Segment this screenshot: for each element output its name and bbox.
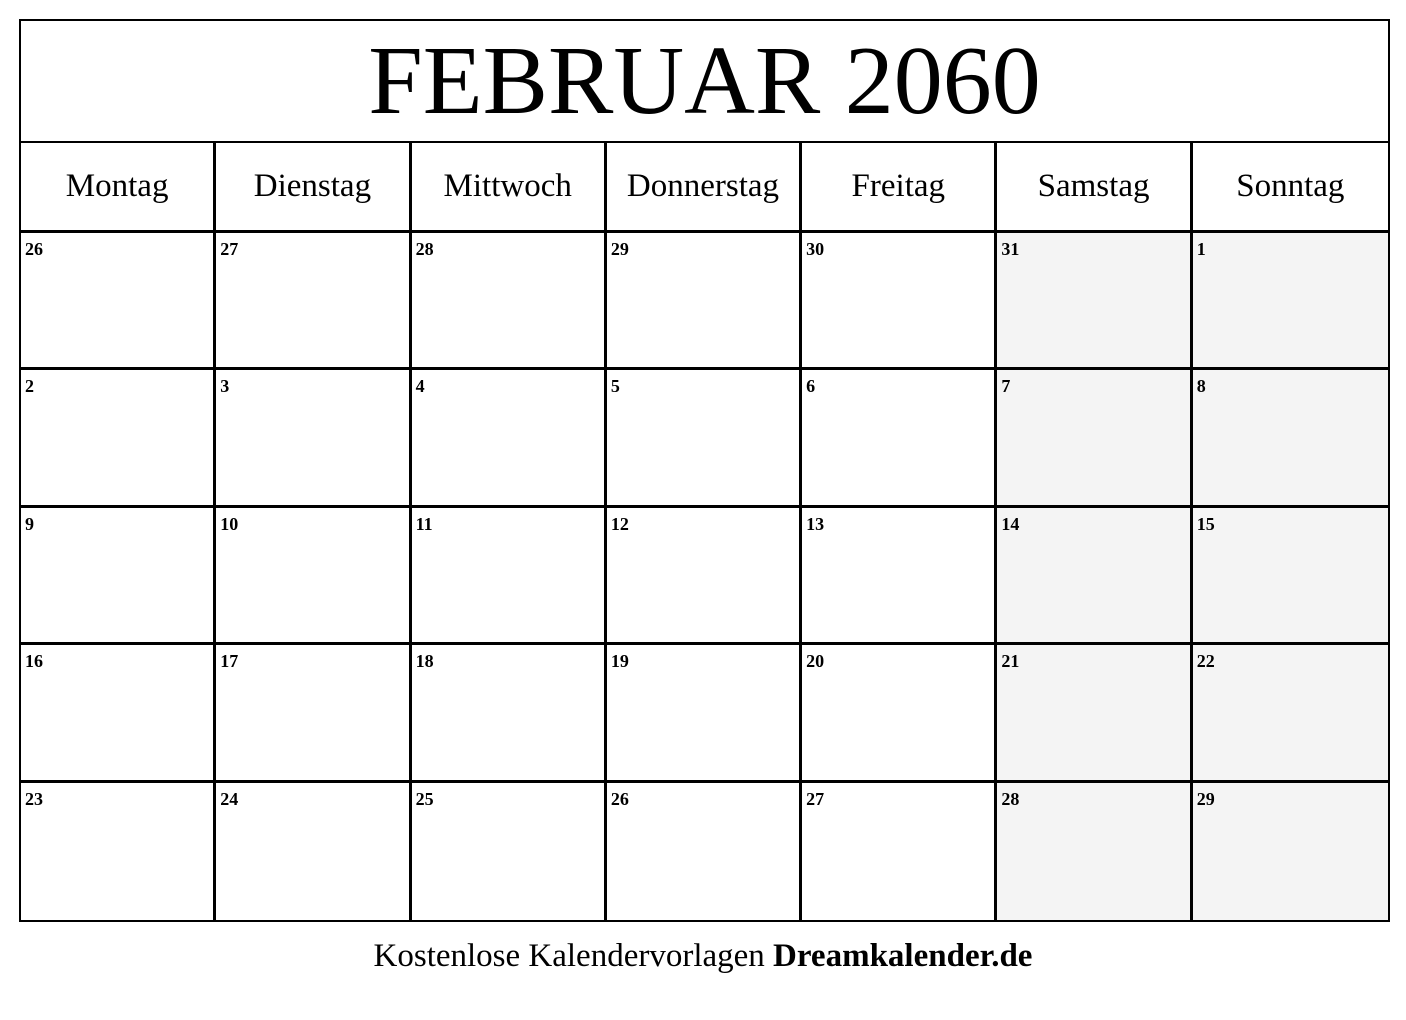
- weekday-wednesday: Mittwoch: [412, 143, 607, 230]
- weekday-friday: Freitag: [802, 143, 997, 230]
- day-cell: [1193, 370, 1388, 507]
- calendar: [19, 19, 1390, 922]
- calendar-title: FEBRUAR 2060: [368, 27, 1041, 135]
- day-number: 23: [25, 788, 43, 809]
- day-cell: [412, 783, 607, 920]
- day-number: 16: [25, 651, 43, 672]
- weekday-saturday: Samstag: [997, 143, 1192, 230]
- day-number: 29: [1196, 788, 1215, 809]
- day-cell: [21, 233, 216, 370]
- day-cell: [21, 783, 216, 920]
- day-number: 2: [25, 376, 34, 397]
- day-number: 28: [1001, 788, 1020, 809]
- day-number: 9: [25, 513, 34, 534]
- weekday-tuesday: Dienstag: [216, 143, 411, 230]
- weekday-sunday: Sonntag: [1236, 168, 1345, 204]
- day-number: 13: [806, 513, 825, 534]
- day-cell: [607, 645, 802, 782]
- footer: [0, 938, 1406, 975]
- day-number: 25: [415, 788, 434, 809]
- day-number: 17: [220, 651, 239, 672]
- day-number: 11: [415, 513, 433, 534]
- day-cell: [607, 783, 802, 920]
- day-number: 12: [610, 513, 629, 534]
- day-number: 15: [1196, 513, 1215, 534]
- day-number: 5: [610, 376, 620, 397]
- day-cell: [216, 370, 411, 507]
- day-number: 3: [220, 376, 230, 397]
- day-number: 26: [25, 239, 43, 259]
- day-number: 19: [610, 651, 629, 672]
- day-number: 8: [1196, 376, 1206, 397]
- day-grid: [21, 233, 1388, 920]
- day-cell: [1193, 645, 1388, 782]
- day-cell: [216, 783, 411, 920]
- day-cell: [412, 508, 607, 645]
- footer-brand[interactable]: Dreamkalender.de: [773, 938, 1033, 974]
- day-cell: [997, 370, 1192, 507]
- day-cell: [216, 233, 411, 370]
- day-cell: [802, 233, 997, 370]
- weekday-thursday: Donnerstag: [607, 143, 802, 230]
- day-cell: [1193, 233, 1388, 370]
- day-cell: [607, 370, 802, 507]
- day-number: 4: [415, 376, 425, 397]
- day-number: 22: [1196, 651, 1215, 672]
- day-number: 24: [220, 788, 239, 809]
- day-number: 27: [220, 239, 239, 259]
- day-cell: [1193, 508, 1388, 645]
- day-cell: [216, 645, 411, 782]
- title-bar: [21, 21, 1388, 143]
- day-number: 31: [1001, 239, 1020, 259]
- day-cell: [802, 370, 997, 507]
- day-cell: [997, 233, 1192, 370]
- day-number: 20: [806, 651, 825, 672]
- day-cell: [412, 645, 607, 782]
- day-cell: [802, 783, 997, 920]
- day-cell: [21, 508, 216, 645]
- day-cell: [802, 645, 997, 782]
- day-cell: [607, 508, 802, 645]
- day-cell: [802, 508, 997, 645]
- day-cell: [21, 370, 216, 507]
- day-cell: [1193, 783, 1388, 920]
- day-number: 18: [415, 651, 434, 672]
- weekday-monday: Montag: [21, 143, 216, 230]
- day-cell: [412, 233, 607, 370]
- footer-text: Kostenlose Kalendervorlagen: [373, 938, 765, 974]
- day-cell: [412, 370, 607, 507]
- day-cell: [997, 645, 1192, 782]
- day-number: 7: [1001, 376, 1011, 397]
- day-cell: [997, 508, 1192, 645]
- day-cell: [997, 783, 1192, 920]
- day-number: 27: [806, 788, 825, 809]
- weekday-header-row: [21, 143, 1388, 233]
- day-cell: [21, 645, 216, 782]
- day-number: 28: [415, 239, 434, 259]
- day-number: 14: [1001, 513, 1020, 534]
- day-number: 6: [806, 376, 816, 397]
- day-cell: [607, 233, 802, 370]
- day-number: 21: [1001, 651, 1020, 672]
- day-cell: [216, 508, 411, 645]
- day-number: 29: [610, 239, 629, 259]
- day-number: 26: [610, 788, 629, 809]
- day-number: 10: [220, 513, 239, 534]
- day-number: 30: [806, 239, 825, 259]
- day-number: 1: [1196, 239, 1206, 259]
